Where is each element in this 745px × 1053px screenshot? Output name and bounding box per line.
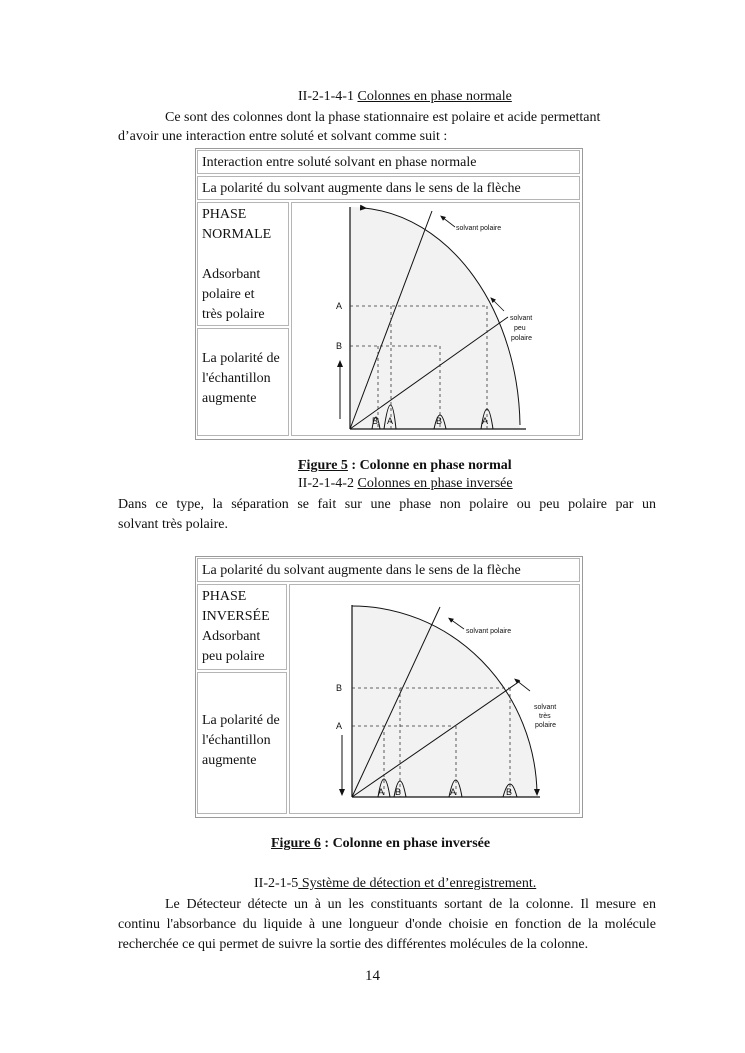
solvant-low-label: peu <box>514 325 526 332</box>
pointer-high <box>450 619 464 629</box>
table1-row2 <box>197 176 580 200</box>
section2-paragraph-line2 <box>118 515 656 535</box>
figure6-text: : Colonne en phase inversée <box>320 836 491 851</box>
table2-left-bottom-text <box>202 711 280 771</box>
figure5-text: : Colonne en phase normal <box>347 458 512 473</box>
section1-heading <box>298 89 512 105</box>
section3-paragraph-line1 <box>118 895 656 915</box>
table2-left-bottom-line: augmente <box>202 753 257 768</box>
solvant-low-label: très <box>539 713 551 720</box>
y-label-b: B <box>336 683 343 693</box>
table2-left-top-line: INVERSÉE <box>202 609 270 624</box>
table1-left-top-line: Adsorbant <box>202 267 261 282</box>
page-number: 14 <box>365 968 380 984</box>
x-label: B <box>506 787 513 797</box>
solvant-polaire-label: solvant polaire <box>466 628 512 635</box>
section1-paragraph-line1 <box>118 108 656 128</box>
section2-text-line2: solvant très polaire. <box>118 517 229 532</box>
section3-paragraph-line3 <box>118 935 656 955</box>
table2-left-top-text <box>202 587 270 667</box>
table1-left-top-text <box>202 205 271 325</box>
table1-left-bottom-text <box>202 349 280 409</box>
table1-left-top <box>197 202 289 326</box>
section3-title: Système de détection et d’enregistrement. <box>298 876 537 891</box>
section1-paragraph-line2 <box>118 127 656 147</box>
table1-left-top-line: polaire et <box>202 287 255 302</box>
table2-row1 <box>197 558 580 582</box>
table1-left-top-line: PHASE <box>202 207 247 222</box>
solvant-low-label: solvant <box>510 315 533 322</box>
solvant-low-label: polaire <box>511 335 533 342</box>
figure6-caption <box>271 836 490 852</box>
section2-title: Colonnes en phase inversée <box>357 476 513 491</box>
figure5-caption <box>298 458 512 474</box>
x-label: B <box>372 416 379 426</box>
pointer-low <box>516 680 530 691</box>
pointer-high <box>442 217 455 227</box>
section3-number: II-2-1-5 <box>254 876 299 891</box>
section3-text-line2: continu l'absorbance du liquide à une longueur d'onde choisie en fonction de la molécule <box>118 917 656 932</box>
x-label: A <box>450 787 457 797</box>
table2-left-top-line: peu polaire <box>202 649 265 664</box>
section1-title: Colonnes en phase normale <box>357 89 512 104</box>
table1-left-bottom-line: La polarité de <box>202 351 280 366</box>
table1-row1-text: Interaction entre soluté solvant en phase normale <box>202 155 477 170</box>
x-label: A <box>387 416 394 426</box>
shaded-quarter <box>350 207 520 429</box>
x-label: B <box>395 787 402 797</box>
table2-left-bottom-line: l'échantillon <box>202 733 271 748</box>
table2-left-top <box>197 584 287 670</box>
table1-left-bottom-line: l'échantillon <box>202 371 271 386</box>
table1-chart-cell <box>291 202 580 436</box>
table2 <box>195 556 583 818</box>
solvant-polaire-label: solvant polaire <box>456 225 502 232</box>
solvant-low-label: polaire <box>535 722 557 729</box>
figure6-number: Figure 6 <box>271 836 321 851</box>
section3-text-line1: Le Détecteur détecte un à un les constituants sortant de la colonne. Il mesure en <box>165 897 656 912</box>
table1-left-top-line <box>202 245 271 265</box>
section1-text-line1: Ce sont des colonnes dont la phase stationnaire est polaire et acide permettant <box>165 110 601 125</box>
x-label: A <box>482 416 489 426</box>
table2-left-top-line: PHASE <box>202 589 247 604</box>
table2-left-bottom <box>197 672 287 814</box>
table2-left-bottom-line: La polarité de <box>202 713 280 728</box>
y-label-a: A <box>336 301 343 311</box>
section3-heading <box>254 876 536 892</box>
y-label-a: A <box>336 721 343 731</box>
table2-left-top-line: Adsorbant <box>202 629 261 644</box>
section2-paragraph-line1 <box>118 495 656 515</box>
x-label: B <box>436 416 443 426</box>
table1 <box>195 148 583 440</box>
section1-number: II-2-1-4-1 <box>298 89 354 104</box>
inverse-phase-diagram <box>290 585 579 813</box>
section1-text-line2: d’avoir une interaction entre soluté et solvant comme suit : <box>118 129 448 144</box>
section2-text-line1: Dans ce type, la séparation se fait sur une phase non polaire ou peu polaire par un <box>118 497 656 512</box>
section3-text-line3: recherchée ce qui permet de suivre la sortie des différentes molécules de la colonne. <box>118 937 589 952</box>
y-label-b: B <box>336 341 343 351</box>
table2-row1-text: La polarité du solvant augmente dans le sens de la flèche <box>202 563 521 578</box>
table1-row2-text: La polarité du solvant augmente dans le sens de la flèche <box>202 181 521 196</box>
table2-chart-cell <box>289 584 580 814</box>
normal-phase-diagram <box>292 203 579 435</box>
x-label: A <box>378 787 385 797</box>
table1-row1 <box>197 150 580 174</box>
solvant-low-label: solvant <box>534 704 557 711</box>
table1-left-top-line: NORMALE <box>202 227 272 242</box>
table1-left-bottom-line: augmente <box>202 391 257 406</box>
section3-paragraph-line2 <box>118 915 656 935</box>
section2-number: II-2-1-4-2 <box>298 476 354 491</box>
section2-heading <box>298 476 513 492</box>
table1-left-bottom <box>197 328 289 436</box>
table1-left-top-line: très polaire <box>202 307 265 322</box>
figure5-number: Figure 5 <box>298 458 348 473</box>
